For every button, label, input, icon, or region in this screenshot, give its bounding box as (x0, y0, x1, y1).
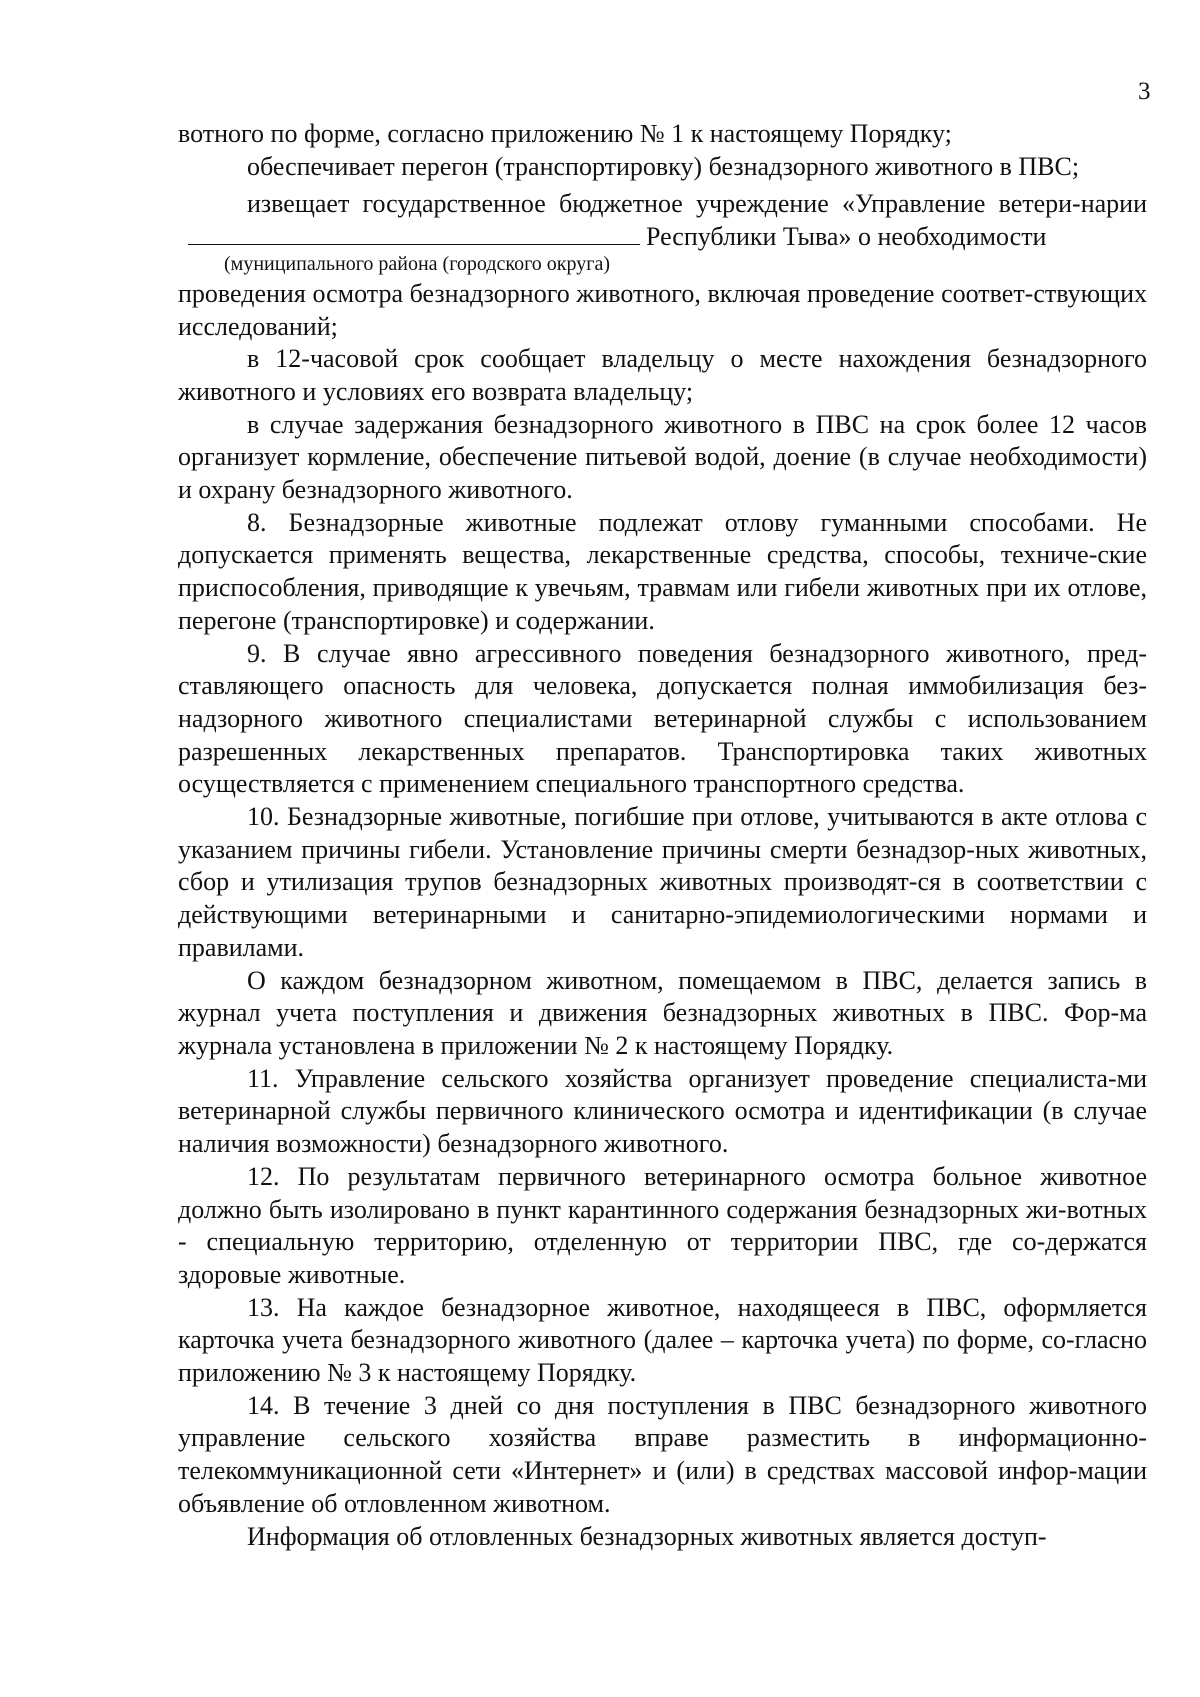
paragraph-item-13: 13. На каждое безнадзорное животное, находящееся в ПВС, оформляется карточка учета безнадзорного животного (далее – карточка учета) по форме, со-гласно приложению № 3 к настоящему Порядку. (178, 1292, 1147, 1388)
paragraph-item-12: 12. По результатам первичного ветеринарного осмотра больное животное должно быть изолировано в пункт карантинного содержания безнадзорных жи-вотных - специальную территорию, отделенную от территории ПВС, где со-держатся здоровые животные. (178, 1161, 1147, 1289)
document-body (178, 118, 1147, 1553)
paragraph: вотного по форме, согласно приложению № 1 к настоящему Порядку; (178, 119, 952, 148)
notify-text-end: Республики Тыва» о необходимости (646, 222, 1047, 252)
paragraph: в случае задержания безнадзорного животного в ПВС на срок более 12 часов организует кормление, обеспечение питьевой водой, доение (в случае необходимости) и охрану безнадзорного животного. (178, 409, 1147, 505)
blank-line-caption: (муниципального района (городского округа) (224, 252, 610, 275)
paragraph-item-11: 11. Управление сельского хозяйства организует проведение специалиста-ми ветеринарной службы первичного клинического осмотра и идентификации (в случае наличия возможности) безнадзорного животного. (178, 1063, 1147, 1159)
notify-text-start: извещает государственное бюджетное учреждение «Управление ветери-нарии (247, 189, 1147, 219)
paragraph-item-8: 8. Безнадзорные животные подлежат отлову гуманными способами. Не допускается применять вещества, лекарственные средства, способы, техниче-ские приспособления, приводящие к увечьям, травмам или гибели животных при их отлове, перегоне (транспортировке) и содержании. (178, 507, 1147, 635)
paragraph-item-14: 14. В течение 3 дней со дня поступления в ПВС безнадзорного животного управление сельского хозяйства вправе разместить в информационно-телекоммуникационной сети «Интернет» и (или) в средствах массовой инфор-мации объявление об отловленном животном. (178, 1390, 1147, 1518)
page-number: 3 (1138, 78, 1151, 105)
paragraph-item-10: 10. Безнадзорные животные, погибшие при отлове, учитываются в акте отлова с указанием причины гибели. Установление причины смерти безнадзор-ных животных, сбор и утилизация трупов безнадзорных животных производят-ся в соответствии с действующими ветеринарными и санитарно-эпидемиологическими нормами и правилами. (178, 802, 1147, 962)
paragraph: проведения осмотра безнадзорного животного, включая проведение соответ-ствующих исследований; (178, 278, 1147, 341)
fill-in-blank-line (188, 243, 640, 245)
paragraph: Информация об отловленных безнадзорных животных является доступ- (247, 1521, 1047, 1551)
paragraph: в 12-часовой срок сообщает владельцу о месте нахождения безнадзорного животного и условиях его возврата владельцу; (178, 344, 1147, 406)
paragraph-item-9: 9. В случае явно агрессивного поведения безнадзорного животного, пред-ставляющего опасность для человека, допускается полная иммобилизация без-надзорного животного специалистами ветеринарной службы с использованием разрешенных лекарственных препаратов. Транспортировка таких животных осуществляется с применением специального транспортного средства. (178, 638, 1147, 799)
paragraph: О каждом безнадзорном животном, помещаемом в ПВС, делается запись в журнал учета поступления и движения безнадзорных животных в ПВС. Фор-ма журнала установлена в приложении № 2 к настоящему Порядку. (178, 965, 1147, 1060)
paragraph-notify (178, 188, 1147, 253)
paragraph: обеспечивает перегон (транспортировку) безнадзорного животного в ПВС; (247, 151, 1080, 181)
